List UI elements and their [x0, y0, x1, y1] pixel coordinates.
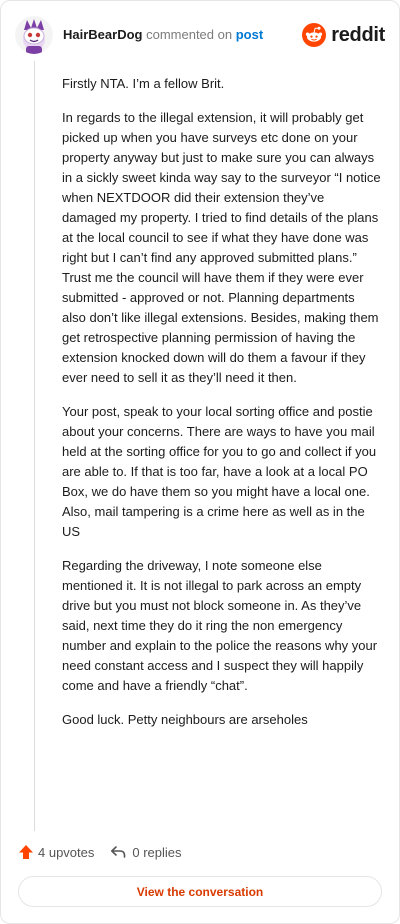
post-link[interactable]: post	[235, 27, 264, 42]
upvote-button[interactable]	[18, 844, 94, 860]
reddit-wordmark: reddit	[331, 23, 385, 46]
replies-count: 0 replies	[132, 844, 182, 860]
comment-paragraph: Your post, speak to your local sorting office and postie about your concerns. There are ways to have you mail held at the sorting office for you to go and collect if you are able to. If that is too far, have a look at a local PO Box, we do have them so you might have a local one. Also, mail tampering is a crime here as well as in the US	[62, 404, 377, 539]
comment-header	[15, 15, 385, 55]
snoo-avatar-icon	[15, 16, 53, 54]
reply-arrow-icon	[110, 844, 126, 860]
reddit-logo[interactable]	[302, 23, 385, 47]
upvote-arrow-icon	[18, 844, 34, 860]
user-avatar[interactable]	[15, 16, 53, 54]
comment-paragraph: Regarding the driveway, I note someone else mentioned it. It is not illegal to park across an empty drive but you must not block someone in. As they’ve said, next time they do it ring the non emergency number and explain to the police the reasons why your need constant access and I suspect they will happily come and have a friendly “chat”.	[62, 558, 378, 693]
comment-paragraph: Firstly NTA. I’m a fellow Brit.	[62, 76, 225, 91]
replies-button[interactable]	[110, 844, 181, 860]
view-conversation-button[interactable]: View the conversation	[18, 876, 382, 907]
thread-line	[34, 61, 35, 831]
username-link[interactable]: HairBearDog	[63, 27, 143, 42]
comment-paragraph: Good luck. Petty neighbours are arseholes	[62, 712, 308, 727]
comment-paragraph: In regards to the illegal extension, it will probably get picked up when you have surveys etc done on your property anyway but just to make sure you can always in a sickly sweet kinda way say to the surveyor “I notice when NEXTDOOR did their extension they’ve damaged my property. I tried to find details of the plans at the local council to see if what they have done was right but I can’t find any approved submitted plans.” Trust me the council will have them if they were ever submitted - approved or not. Planning departments also don’t like illegal extensions. Besides, making them get retrospective planning permission of having the extension knocked down will do them a favour if they ever need to sell it as they’ll need it then.	[62, 110, 381, 385]
comment-action-text: commented on	[146, 27, 233, 42]
upvote-count: 4 upvotes	[38, 844, 95, 860]
comment-meta	[63, 27, 263, 43]
comment-body	[62, 74, 382, 744]
comment-footer	[18, 841, 182, 863]
reddit-logo-icon	[302, 23, 326, 47]
